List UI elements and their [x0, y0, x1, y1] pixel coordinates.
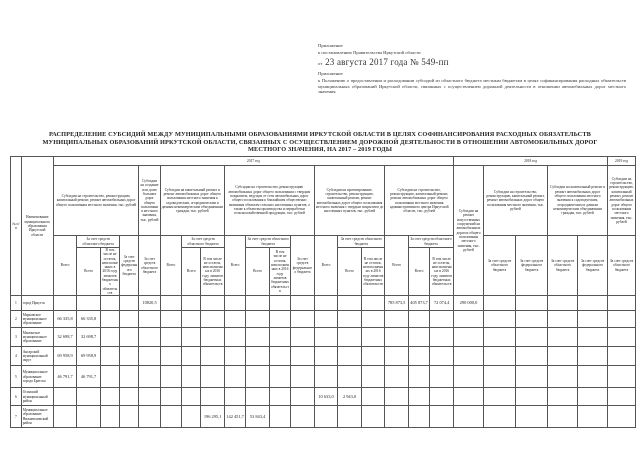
cell	[608, 366, 636, 388]
cell	[182, 406, 201, 428]
cell	[608, 388, 636, 406]
group-2-header: Субсидии на создание или долю больших дорог общего пользования местного значения, тыс. рублей	[139, 166, 160, 236]
row-num: 5	[11, 366, 22, 388]
row-num: 6	[11, 388, 22, 406]
cell	[224, 296, 245, 311]
cell	[408, 347, 429, 366]
g6-regional-incl: В том числе не остаток, неисполненных в 2016 году лимитов бюджетных обязательств	[430, 248, 454, 296]
row-name: город Иркутск	[21, 296, 53, 311]
cell	[454, 406, 484, 428]
g4-regional-incl: В том числе не остаток, неисполненных в 2016 году лимитов бюджетных обязательств	[269, 248, 290, 296]
cell	[408, 311, 429, 328]
cell	[408, 366, 429, 388]
cell	[385, 406, 409, 428]
cell	[338, 366, 362, 388]
cell	[483, 296, 515, 311]
cell	[516, 296, 548, 311]
subsidy-table	[10, 156, 636, 428]
cell	[483, 328, 515, 347]
cell: 66 335,8	[77, 311, 101, 328]
table-row	[11, 406, 636, 428]
cell: 196 295,1	[201, 406, 225, 428]
cell	[408, 328, 429, 347]
g4-regional: За счет средств областного бюджета	[247, 237, 289, 246]
table-row	[11, 328, 636, 347]
decree-date	[318, 57, 449, 69]
cell	[578, 311, 608, 328]
row-num: 7	[11, 406, 22, 428]
g6-regional: За счет средств областного бюджета	[410, 237, 452, 246]
cell	[139, 311, 160, 328]
group-3-header: Субсидии на капитальный ремонт и ремонт автомобильных дорог общего пользования местного значения к садоводческим, огородническим и дачным некоммерческим объединениям граждан, тыс. рублей	[160, 166, 224, 236]
cell	[385, 388, 409, 406]
group-10-header: Субсидии на строительство, реконструкцию, капитальный ремонт, ремонт автомобильных дорог общего пользования местного значения, тыс. рублей	[608, 166, 636, 236]
cell	[291, 311, 315, 328]
cell	[246, 388, 270, 406]
cell	[454, 328, 484, 347]
cell	[224, 328, 245, 347]
cell	[548, 347, 578, 366]
cell: 142 451,7	[224, 406, 245, 428]
date-prefix: от	[318, 61, 323, 66]
cell	[100, 296, 119, 311]
group-8-header: Субсидии на строительство, реконструкцию, капитальный ремонт, ремонт автомобильных дорог общего пользования местного значения, тыс. рублей	[483, 166, 547, 236]
cell	[548, 296, 578, 311]
cell	[338, 296, 362, 311]
cell	[201, 347, 225, 366]
cell	[454, 311, 484, 328]
cell	[291, 388, 315, 406]
cell	[246, 366, 270, 388]
cell	[77, 388, 101, 406]
g3-regional: За счет средств областного бюджета	[182, 236, 225, 248]
cell	[100, 328, 119, 347]
cell	[269, 347, 290, 366]
cell	[361, 406, 385, 428]
cell	[483, 366, 515, 388]
cell	[246, 311, 270, 328]
cell	[314, 366, 338, 388]
cell	[516, 388, 548, 406]
cell	[314, 347, 338, 366]
cell	[224, 388, 245, 406]
g10-regional: За счет средств областного бюджета	[608, 236, 636, 296]
row-name: Мамонское муниципальное образование	[21, 328, 53, 347]
cell	[182, 311, 201, 328]
cell	[483, 311, 515, 328]
row-name: Марковское муниципальное образование	[21, 311, 53, 328]
year-2018: 2018 год	[454, 157, 608, 166]
cell: 785 873,5	[385, 296, 409, 311]
cell	[291, 296, 315, 311]
cell	[516, 328, 548, 347]
cell	[578, 347, 608, 366]
cell	[408, 388, 429, 406]
cell	[139, 388, 160, 406]
cell	[120, 388, 139, 406]
cell	[160, 328, 181, 347]
regulation-reference: к Положению о предоставлении и расходовании субсидий из областного бюджета местным бюджетам в целях софинансирования расходных обязательств муниципальных образований Иркутской области, связанных с осуществлением дорожной деятельности в отношении автомобильных дорог местного значения	[318, 78, 626, 95]
cell	[516, 311, 548, 328]
cell	[314, 328, 338, 347]
cell: 2 943,0	[338, 388, 362, 406]
cell	[338, 328, 362, 347]
cell	[548, 388, 578, 406]
g1-total: Всего	[53, 236, 77, 296]
cell	[385, 366, 409, 388]
g8-regional: За счет средств областного бюджета	[483, 236, 515, 296]
cell	[120, 296, 139, 311]
cell: 69 958,9	[77, 347, 101, 366]
g4-total: Всего	[224, 236, 245, 296]
table-row	[11, 366, 636, 388]
cell	[100, 347, 119, 366]
cell	[548, 328, 578, 347]
g6-regional-total: Всего	[408, 248, 429, 296]
cell	[100, 366, 119, 388]
cell	[361, 347, 385, 366]
cell	[548, 406, 578, 428]
row-name: Муниципальное образование Нижнеилимский район	[21, 406, 53, 428]
cell	[201, 366, 225, 388]
cell	[454, 347, 484, 366]
cell: 46 791,7	[77, 366, 101, 388]
cell	[430, 311, 454, 328]
cell	[224, 311, 245, 328]
cell	[430, 406, 454, 428]
cell	[454, 366, 484, 388]
row-name: Ангарский муниципальный округ	[21, 347, 53, 366]
cell	[160, 406, 181, 428]
cell	[578, 366, 608, 388]
cell: 405 873,7	[408, 296, 429, 311]
g1-regional-incl: В том числе не остаток, неисполненных в 2016 году лимитов бюджетных обязательств	[101, 248, 118, 295]
appendix-label: Приложение	[318, 43, 343, 48]
group-1-header: Субсидии на строительство, реконструкцию, капитальный ремонт, ремонт автомобильных дорог общего пользования местного значения, тыс. рублей	[53, 166, 139, 236]
cell	[338, 406, 362, 428]
cell	[338, 347, 362, 366]
row-num: 2	[11, 311, 22, 328]
cell	[430, 347, 454, 366]
cell	[408, 406, 429, 428]
table-row	[11, 311, 636, 328]
cell	[100, 406, 119, 428]
g2-regional: За счет средств областного бюджета	[139, 236, 160, 296]
cell	[246, 328, 270, 347]
cell	[291, 366, 315, 388]
g6-total: Всего	[385, 236, 409, 296]
cell	[608, 296, 636, 311]
cell	[139, 328, 160, 347]
cell	[430, 328, 454, 347]
cell	[430, 366, 454, 388]
row-num: 3	[11, 328, 22, 347]
g3-regional-total: Всего	[182, 248, 201, 296]
cell	[361, 388, 385, 406]
cell	[139, 406, 160, 428]
g4-regional-total: Всего	[246, 248, 270, 296]
cell	[120, 328, 139, 347]
cell	[483, 388, 515, 406]
cell	[120, 311, 139, 328]
cell	[516, 347, 548, 366]
group-7-header: Субсидии на ремонт искусственных сооружений на автомобильных дорогах общего пользования местного значения, тыс. рублей	[454, 166, 484, 296]
row-name: Муниципальное образование города Братска	[21, 366, 53, 388]
row-num: 1	[11, 296, 22, 311]
cell	[160, 388, 181, 406]
cell	[361, 328, 385, 347]
cell	[77, 406, 101, 428]
cell	[361, 296, 385, 311]
cell	[182, 366, 201, 388]
cell	[516, 366, 548, 388]
cell	[454, 388, 484, 406]
g5-regional-total: Всего	[338, 248, 362, 296]
cell	[160, 366, 181, 388]
cell	[182, 328, 201, 347]
cell	[578, 296, 608, 311]
cell	[182, 296, 201, 311]
cell	[314, 296, 338, 311]
cell	[269, 296, 290, 311]
cell	[361, 366, 385, 388]
g9-regional: За счет средств областного бюджета	[548, 236, 578, 296]
cell	[160, 347, 181, 366]
cell	[100, 311, 119, 328]
cell	[201, 311, 225, 328]
group-5-header: Субсидии на проектирование, строительство, реконструкцию, капитальный ремонт, ремонт автомобильных дорог общего пользования местного значения с твердым покрытием до населенных пунктов, тыс. рублей	[314, 166, 385, 236]
cell: 72 074,4	[430, 296, 454, 311]
appendix2-label: Приложение	[318, 71, 343, 76]
cell	[516, 406, 548, 428]
cell: 10 633,0	[314, 388, 338, 406]
cell: 53 843,4	[246, 406, 270, 428]
cell	[578, 388, 608, 406]
cell	[578, 406, 608, 428]
cell	[385, 328, 409, 347]
cell	[139, 366, 160, 388]
cell	[53, 296, 77, 311]
cell: 10820,5	[139, 296, 160, 311]
group-9-header: Субсидии на капитальный ремонт и ремонт автомобильных дорог общего пользования местного значения к садоводческим, огородническим и дачным некоммерческим объединениям граждан, тыс. рублей	[548, 166, 608, 236]
g3-total: Всего	[160, 236, 181, 296]
row-num: 4	[11, 347, 22, 366]
cell	[269, 406, 290, 428]
cell	[53, 406, 77, 428]
g1-federal: За счет средств федерального бюджета	[120, 236, 139, 296]
g8-federal: За счет средств федерального бюджета	[516, 236, 548, 296]
cell	[201, 388, 225, 406]
cell	[361, 311, 385, 328]
cell	[120, 406, 139, 428]
cell	[246, 347, 270, 366]
cell: 46 791,7	[53, 366, 77, 388]
col-name: Наименование муниципального образования Иркутской области	[21, 157, 53, 296]
cell	[291, 406, 315, 428]
cell	[224, 366, 245, 388]
g5-regional-incl: В том числе не остаток, неисполненных в 2016 году лимитов бюджетных обязательств	[361, 248, 385, 296]
cell	[291, 347, 315, 366]
cell	[160, 311, 181, 328]
cell	[483, 406, 515, 428]
cell	[291, 328, 315, 347]
g3-regional-incl: В том числе не остаток, неисполненных в 2016 году лимитов бюджетных обязательств	[201, 248, 225, 296]
cell	[160, 296, 181, 311]
cell	[483, 347, 515, 366]
cell	[608, 328, 636, 347]
cell	[77, 296, 101, 311]
cell: 32 698,7	[53, 328, 77, 347]
cell	[201, 328, 225, 347]
cell	[269, 366, 290, 388]
cell	[246, 296, 270, 311]
cell	[269, 311, 290, 328]
cell	[608, 311, 636, 328]
cell	[100, 388, 119, 406]
cell: 66 335,8	[53, 311, 77, 328]
cell	[269, 388, 290, 406]
cell	[548, 366, 578, 388]
cell	[338, 311, 362, 328]
date-number: 23 августа 2017 года № 549-пп	[325, 57, 449, 67]
group-6-header: Субсидии на строительство, реконструкцию, капитальный ремонт, ремонт автомобильных дорог общего пользования местного значения административного центра Иркутской области, тыс. рублей	[385, 166, 454, 236]
g9-federal: За счет средств федерального бюджета	[578, 236, 608, 296]
col-num: № п/п	[11, 157, 22, 296]
cell	[201, 296, 225, 311]
cell	[608, 347, 636, 366]
cell: 32 698,7	[77, 328, 101, 347]
g1-regional-total: Всего	[77, 248, 101, 296]
cell	[269, 328, 290, 347]
cell	[120, 347, 139, 366]
decree-reference: к постановлению Правительства Иркутской области	[318, 50, 421, 55]
g1-regional: За счет средств областного бюджета	[77, 236, 120, 248]
cell	[314, 406, 338, 428]
cell	[182, 388, 201, 406]
cell	[578, 328, 608, 347]
cell	[548, 311, 578, 328]
g4-federal: За счет средств федерального бюджета	[291, 236, 315, 296]
cell	[224, 347, 245, 366]
cell	[385, 311, 409, 328]
cell	[385, 347, 409, 366]
row-name: Осинский муниципальный район	[21, 388, 53, 406]
group-4-header: Субсидии на строительство, реконструкцию автомобильных дорог общего пользования с твердым покрытием, ведущих от сети автомобильных дорог общего пользования к ближайшим общественно значимым объектам сельских населенных пунктов, а также к объектам производства и переработки сельскохозяйственной продукции, тыс. рублей	[224, 166, 314, 236]
cell	[120, 366, 139, 388]
g5-total: Всего	[314, 236, 338, 296]
document-title: РАСПРЕДЕЛЕНИЕ СУБСИДИЙ МЕЖДУ МУНИЦИПАЛЬНЫМИ ОБРАЗОВАНИЯМИ ИРКУТСКОЙ ОБЛАСТИ В ЦЕЛЯХ СОФИНАНСИРОВАНИЯ РАСХОДНЫХ ОБЯЗАТЕЛЬСТВ МУНИЦИПАЛЬНЫХ ОБРАЗОВАНИЙ ИРКУТСКОЙ ОБЛАСТИ, СВЯЗАННЫХ С ОСУЩЕСТВЛЕНИЕМ ДОРОЖНОЙ ДЕЯТЕЛЬНОСТИ В ОТНОШЕНИИ АВТОМОБИЛЬНЫХ ДОРОГ МЕСТНОГО ЗНАЧЕНИЯ, НА 2017 – 2019 ГОДЫ	[42, 131, 598, 154]
cell: 290 000,0	[454, 296, 484, 311]
year-2017: 2017 год	[53, 157, 453, 166]
cell	[314, 311, 338, 328]
cell	[139, 347, 160, 366]
cell	[53, 388, 77, 406]
cell	[182, 347, 201, 366]
table-row	[11, 388, 636, 406]
table-row	[11, 296, 636, 311]
g5-regional: За счет средств областного бюджета	[338, 236, 385, 248]
table-row	[11, 347, 636, 366]
cell	[608, 406, 636, 428]
cell	[430, 388, 454, 406]
year-2019: 2019 год	[608, 157, 636, 166]
cell: 69 958,9	[53, 347, 77, 366]
